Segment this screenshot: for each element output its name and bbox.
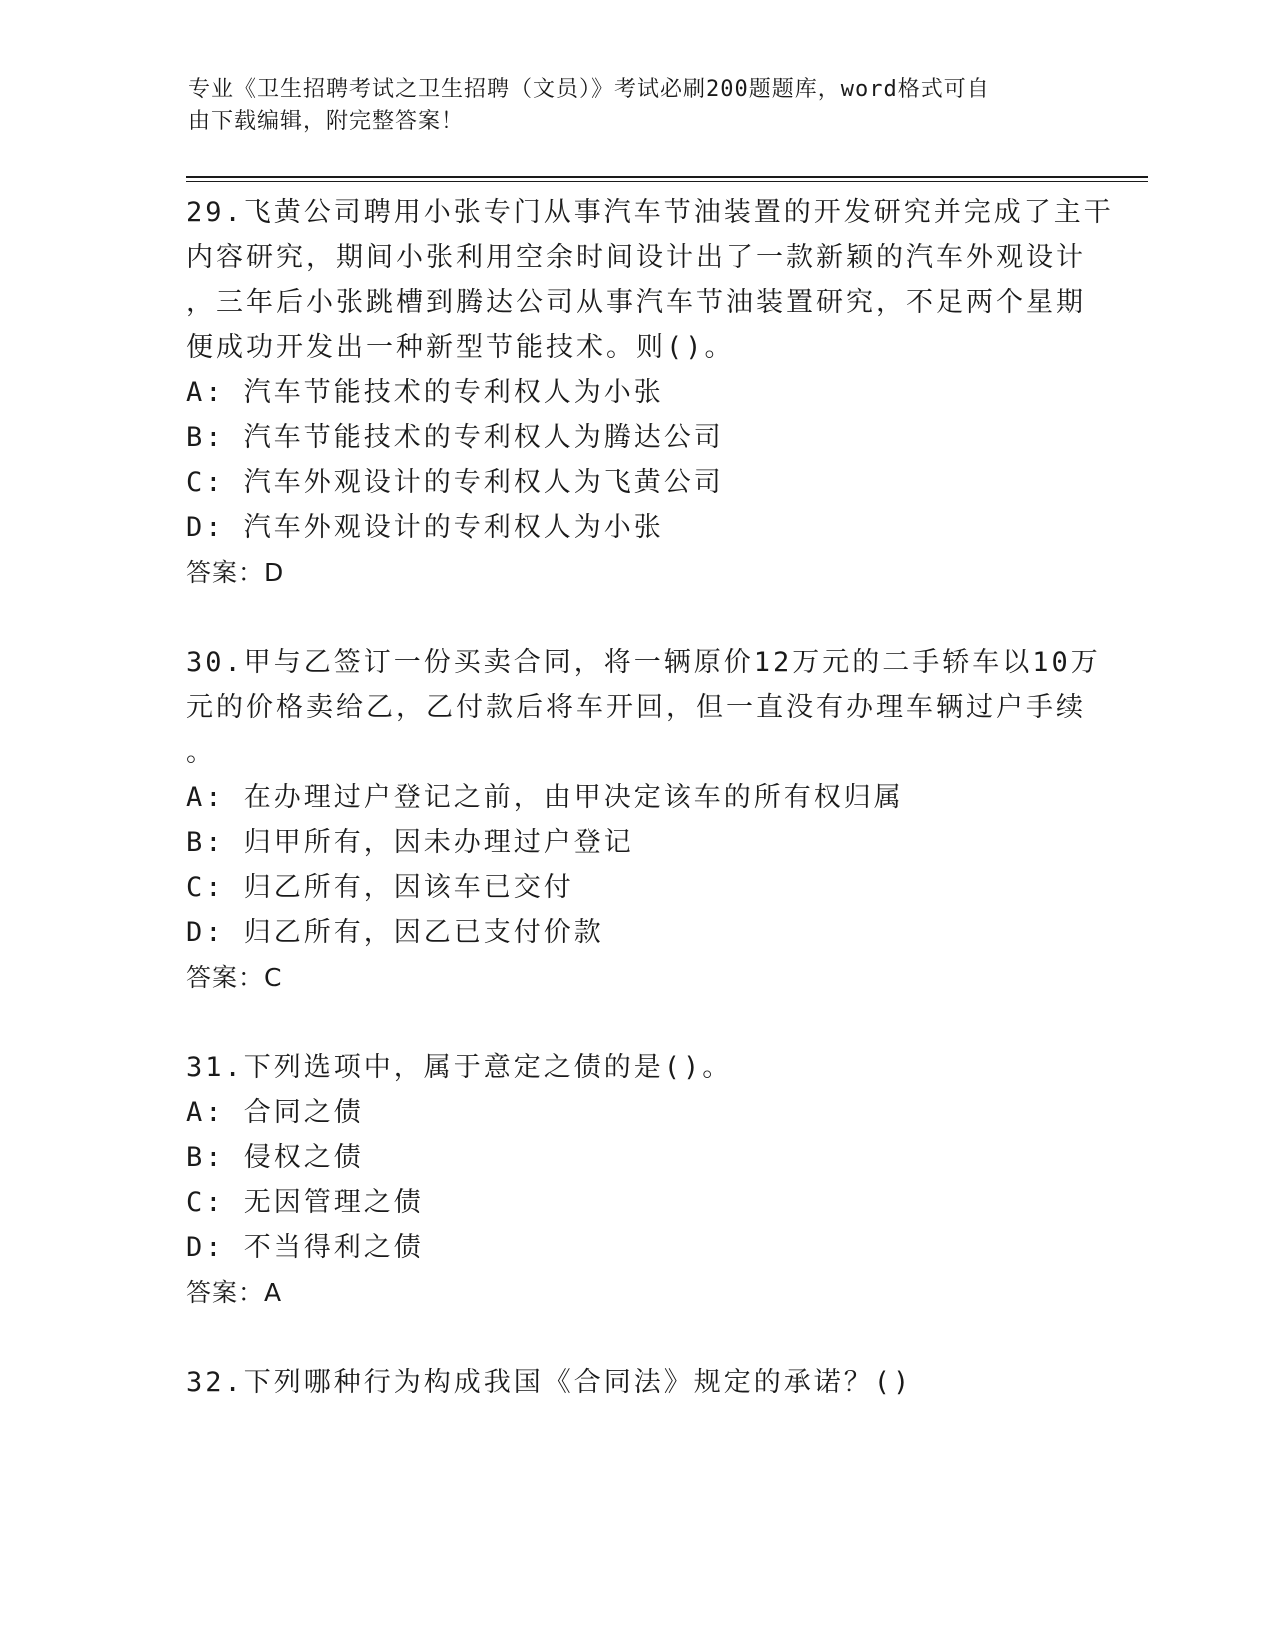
option-a: A: 合同之债: [186, 1097, 364, 1128]
option-b: B: 汽车节能技术的专利权人为腾达公司: [186, 422, 724, 453]
option-c: C: 无因管理之债: [186, 1187, 424, 1218]
question-31: [186, 1045, 1086, 1315]
question-text-line: 。: [186, 737, 216, 768]
question-text-line: 32.下列哪种行为构成我国《合同法》规定的承诺？(): [186, 1367, 913, 1398]
header-line: 专业《卫生招聘考试之卫生招聘（文员）》考试必刷200题题库，word格式可自: [188, 77, 990, 102]
option-c: C: 汽车外观设计的专利权人为飞黄公司: [186, 467, 724, 498]
header-divider-thin: [186, 181, 1148, 182]
answer-line: 答案：C: [186, 963, 283, 992]
option-c: C: 归乙所有，因该车已交付: [186, 872, 574, 903]
question-text-line: 便成功开发出一种新型节能技术。则()。: [186, 332, 735, 363]
question-text-line: 29.飞黄公司聘用小张专门从事汽车节油装置的开发研究并完成了主干: [186, 197, 1114, 228]
option-a: A: 在办理过户登记之前，由甲决定该车的所有权归属: [186, 782, 904, 813]
option-d: D: 归乙所有，因乙已支付价款: [186, 917, 604, 948]
document-header: [188, 74, 1068, 138]
option-b: B: 侵权之债: [186, 1142, 364, 1173]
question-list: [186, 190, 1114, 1405]
option-a: A: 汽车节能技术的专利权人为小张: [186, 377, 664, 408]
header-divider: [186, 176, 1148, 178]
question-text-line: 30.甲与乙签订一份买卖合同，将一辆原价12万元的二手轿车以10万: [186, 647, 1101, 678]
question-32: [186, 1360, 1086, 1405]
question-text-line: 31.下列选项中，属于意定之债的是()。: [186, 1052, 733, 1083]
answer-line: 答案：D: [186, 558, 285, 587]
spacer: [186, 1315, 1086, 1360]
option-d: D: 汽车外观设计的专利权人为小张: [186, 512, 664, 543]
header-line: 由下载编辑，附完整答案！: [188, 109, 465, 134]
question-30: [186, 640, 1101, 1000]
answer-line: 答案：A: [186, 1278, 283, 1307]
option-d: D: 不当得利之债: [186, 1232, 424, 1263]
spacer: [186, 595, 1086, 640]
question-text-line: 元的价格卖给乙，乙付款后将车开回，但一直没有办理车辆过户手续: [186, 692, 1086, 723]
option-b: B: 归甲所有，因未办理过户登记: [186, 827, 634, 858]
spacer: [186, 1000, 1086, 1045]
question-text-line: 内容研究，期间小张利用空余时间设计出了一款新颖的汽车外观设计: [186, 242, 1086, 273]
question-text-line: ，三年后小张跳槽到腾达公司从事汽车节油装置研究，不足两个星期: [186, 287, 1086, 318]
question-29: [186, 190, 1114, 595]
